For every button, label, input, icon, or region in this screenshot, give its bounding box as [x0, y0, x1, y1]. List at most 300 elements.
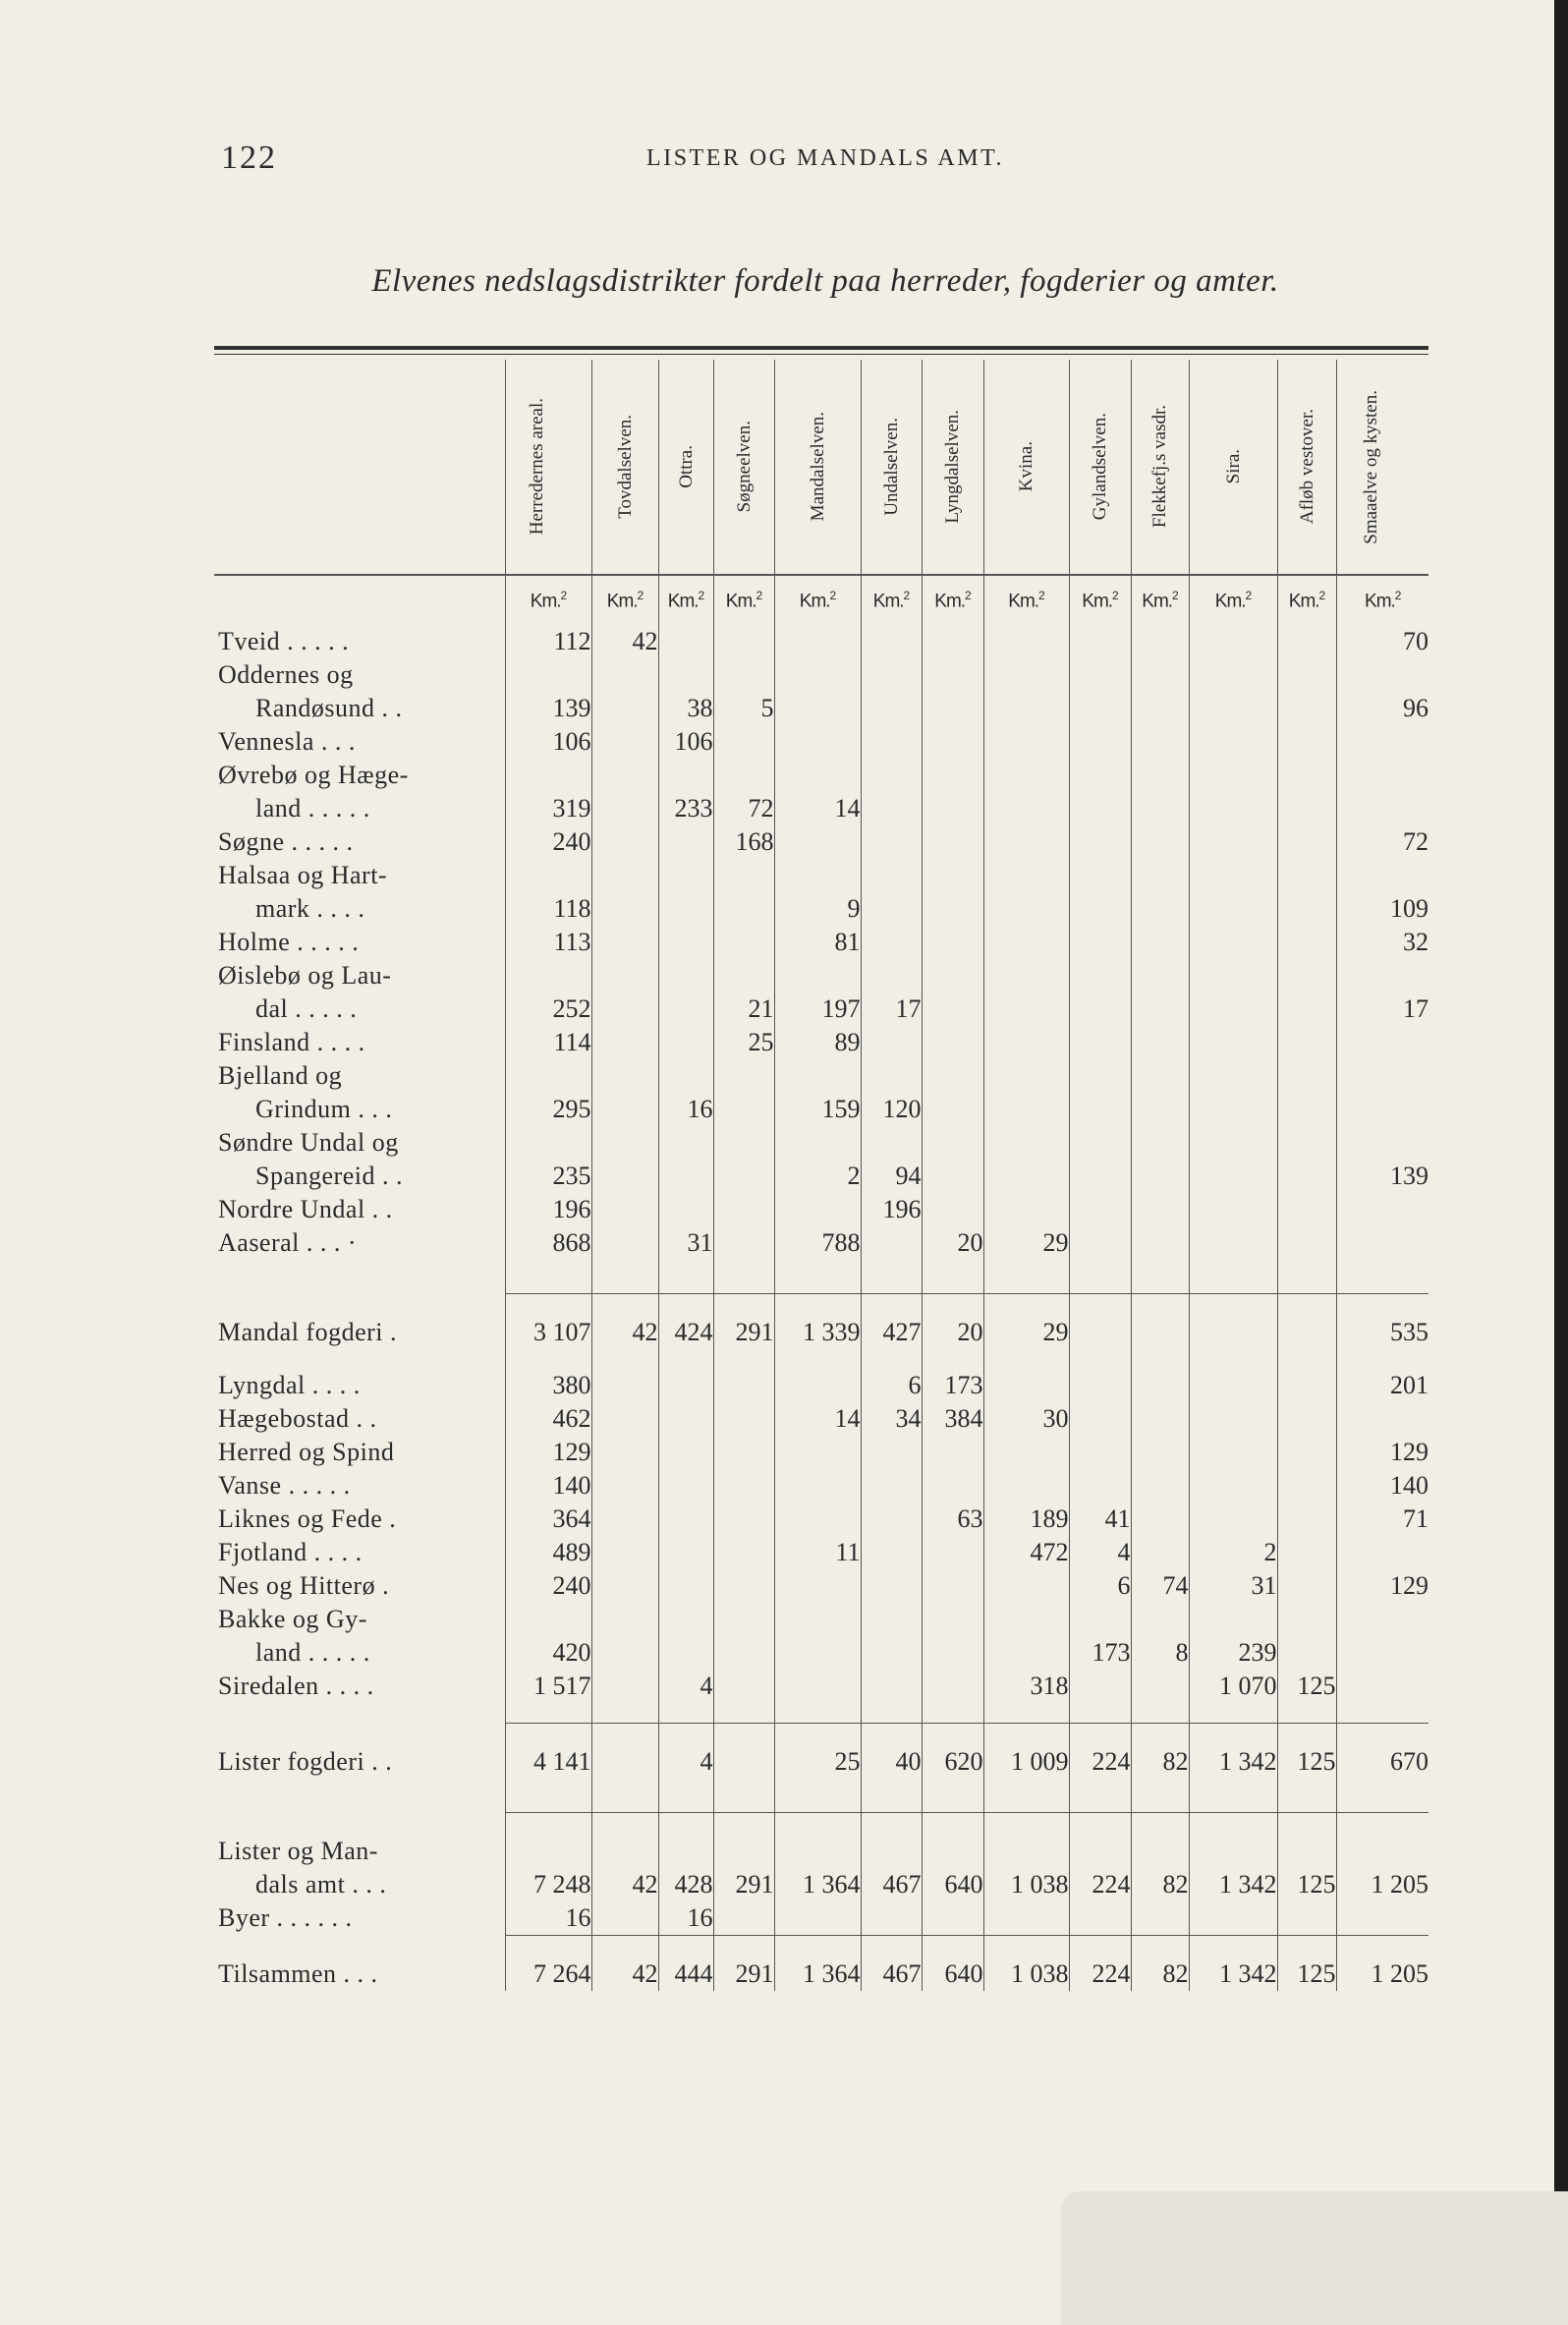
district-name-line: Søgne . . . . . [218, 827, 354, 856]
district-name [214, 1436, 505, 1469]
value-cell: 1 364 [774, 1935, 861, 1991]
value-cell [922, 625, 983, 658]
spacer-cell [1189, 1349, 1277, 1369]
value-cell [861, 1569, 922, 1603]
value-cell [1131, 1503, 1189, 1536]
spacer-cell [861, 1703, 922, 1724]
district-name [214, 1670, 505, 1703]
value-cell [591, 658, 658, 725]
value-cell [713, 725, 774, 759]
district-name-line: Søndre Undal og [218, 1128, 399, 1157]
value-cell: 16 [505, 1901, 591, 1936]
spacer-cell [713, 1703, 774, 1724]
spacer-cell [922, 1703, 983, 1724]
district-name [214, 1226, 505, 1260]
value-cell [1277, 1369, 1336, 1402]
value-cell [861, 1536, 922, 1569]
spacer-cell [1336, 1349, 1428, 1369]
spacer-cell [774, 1703, 861, 1724]
value-cell: 1 342 [1189, 1724, 1277, 1780]
value-cell [1069, 1369, 1131, 1402]
value-cell [983, 1059, 1069, 1126]
table-row [214, 1569, 1428, 1603]
value-cell [922, 725, 983, 759]
spacer-cell [214, 1779, 505, 1813]
spacer-cell [774, 1349, 861, 1369]
value-cell [591, 1536, 658, 1569]
value-cell [658, 1536, 713, 1569]
value-cell [774, 725, 861, 759]
value-cell: 420 [505, 1603, 591, 1670]
spacer-cell [658, 1779, 713, 1813]
value-cell [1277, 1026, 1336, 1059]
spacer-cell [505, 1779, 591, 1813]
value-cell: 8 [1131, 1603, 1189, 1670]
value-cell: 9 [774, 859, 861, 926]
value-cell [983, 959, 1069, 1026]
value-cell [922, 1193, 983, 1226]
value-cell [1189, 625, 1277, 658]
value-cell [1189, 959, 1277, 1026]
value-cell [774, 1603, 861, 1670]
district-name [214, 1935, 505, 1991]
value-cell [591, 1901, 658, 1936]
unit-cell: Km.$^2$ [505, 575, 591, 625]
unit-cell: Km.$^2$ [1277, 575, 1336, 625]
table-row [214, 625, 1428, 658]
value-cell [983, 1469, 1069, 1503]
value-cell [713, 1724, 774, 1780]
unit-cell: Km.$^2$ [1336, 575, 1428, 625]
value-cell: 63 [922, 1503, 983, 1536]
district-name [214, 1369, 505, 1402]
value-cell: 5 [713, 658, 774, 725]
value-cell [658, 1026, 713, 1059]
value-cell [983, 1126, 1069, 1193]
value-cell [713, 625, 774, 658]
value-cell [922, 1603, 983, 1670]
district-name [214, 825, 505, 859]
value-cell: 197 [774, 959, 861, 1026]
value-cell [1131, 1294, 1189, 1350]
value-cell: 173 [1069, 1603, 1131, 1670]
value-cell [983, 658, 1069, 725]
value-cell: 112 [505, 625, 591, 658]
value-cell [1189, 1026, 1277, 1059]
value-cell [713, 1503, 774, 1536]
value-cell: 1 205 [1336, 1935, 1428, 1991]
spacer-cell [713, 1779, 774, 1813]
value-cell [1277, 1059, 1336, 1126]
value-cell [1131, 926, 1189, 959]
table-row [214, 759, 1428, 825]
district-name [214, 658, 505, 725]
district-name [214, 759, 505, 825]
value-cell: 14 [774, 759, 861, 825]
value-cell: 1 009 [983, 1724, 1069, 1780]
value-cell [713, 1126, 774, 1193]
value-cell [591, 926, 658, 959]
value-cell: 6 [861, 1369, 922, 1402]
value-cell [1336, 759, 1428, 825]
value-cell [983, 725, 1069, 759]
value-cell [591, 1126, 658, 1193]
district-name-line: Randøsund . . [255, 694, 403, 722]
value-cell [1131, 1536, 1189, 1569]
spacer-cell [922, 1260, 983, 1294]
spacer-cell [505, 1349, 591, 1369]
value-cell [1277, 859, 1336, 926]
value-cell [1336, 1193, 1428, 1226]
value-cell [1131, 625, 1189, 658]
table-row [214, 959, 1428, 1026]
spacer-row [214, 1260, 1428, 1294]
table-row [214, 1670, 1428, 1703]
district-name-line: Bjelland og [218, 1061, 343, 1090]
value-cell [1336, 1670, 1428, 1703]
value-cell [1069, 1026, 1131, 1059]
spacer-cell [1277, 1779, 1336, 1813]
unit-cell: Km.$^2$ [1131, 575, 1189, 625]
value-cell [591, 859, 658, 926]
spacer-cell [1336, 1260, 1428, 1294]
value-cell: 196 [861, 1193, 922, 1226]
district-name [214, 1294, 505, 1350]
district-name-line: Liknes og Fede . [218, 1504, 397, 1533]
value-cell [713, 1569, 774, 1603]
value-cell [658, 1603, 713, 1670]
district-name-line: mark . . . . [255, 894, 365, 923]
district-name [214, 1402, 505, 1436]
district-name [214, 1126, 505, 1193]
value-cell: 38 [658, 658, 713, 725]
spacer-cell [922, 1349, 983, 1369]
value-cell [983, 859, 1069, 926]
district-name-line: Tveid . . . . . [218, 627, 350, 655]
value-cell [1131, 658, 1189, 725]
district-name-line: Holme . . . . . [218, 928, 360, 956]
value-cell [1277, 1603, 1336, 1670]
value-cell [1069, 1901, 1131, 1936]
top-rule-thin [214, 354, 1428, 355]
value-cell [1277, 1294, 1336, 1350]
value-cell [983, 1193, 1069, 1226]
value-cell: 120 [861, 1059, 922, 1126]
unit-cell: Km.$^2$ [591, 575, 658, 625]
spacer-cell [1277, 1260, 1336, 1294]
value-cell: 6 [1069, 1569, 1131, 1603]
district-name [214, 625, 505, 658]
spacer-cell [1277, 1703, 1336, 1724]
value-cell [1277, 1469, 1336, 1503]
value-cell: 106 [505, 725, 591, 759]
col-header-lyngdalselven: Lyngdalselven. [922, 360, 983, 575]
table-row [214, 1901, 1428, 1936]
spacer-cell [591, 1779, 658, 1813]
value-cell: 1 038 [983, 1935, 1069, 1991]
value-cell [591, 1402, 658, 1436]
table-row [214, 1503, 1428, 1536]
value-cell: 139 [505, 658, 591, 725]
value-cell: 32 [1336, 926, 1428, 959]
value-cell [1277, 1402, 1336, 1436]
spacer-cell [1069, 1260, 1131, 1294]
spacer-cell [1189, 1703, 1277, 1724]
spacer-cell [1131, 1260, 1189, 1294]
unit-cell: Km.$^2$ [774, 575, 861, 625]
value-cell: 4 [1069, 1536, 1131, 1569]
statistics-table [214, 360, 1428, 1991]
value-cell [983, 759, 1069, 825]
spacer-row [214, 1703, 1428, 1724]
value-cell: 129 [505, 1436, 591, 1469]
district-name-line: Grindum . . . [255, 1095, 393, 1123]
table-row [214, 926, 1428, 959]
value-cell [1189, 825, 1277, 859]
value-cell: 291 [713, 1294, 774, 1350]
value-cell: 640 [922, 1813, 983, 1901]
value-cell [1189, 759, 1277, 825]
value-cell [983, 1026, 1069, 1059]
value-cell [1189, 658, 1277, 725]
table-body [214, 625, 1428, 1991]
page-edge [1554, 0, 1568, 2325]
value-cell: 444 [658, 1935, 713, 1991]
value-cell: 1 364 [774, 1813, 861, 1901]
table-row [214, 1436, 1428, 1469]
value-cell [1069, 825, 1131, 859]
value-cell: 16 [658, 1059, 713, 1126]
value-cell [658, 1436, 713, 1469]
running-head: LISTER OG MANDALS AMT. [646, 145, 1004, 171]
value-cell: 30 [983, 1402, 1069, 1436]
value-cell [774, 1503, 861, 1536]
value-cell [591, 1569, 658, 1603]
value-cell [1277, 926, 1336, 959]
value-cell [983, 1569, 1069, 1603]
value-cell [658, 1193, 713, 1226]
district-name-line: Oddernes og [218, 660, 354, 689]
spacer-cell [1069, 1703, 1131, 1724]
value-cell [591, 1026, 658, 1059]
spacer-cell [505, 1260, 591, 1294]
district-name-line: land . . . . . [255, 794, 370, 822]
table-row [214, 859, 1428, 926]
value-cell [1069, 1059, 1131, 1126]
value-cell: 40 [861, 1724, 922, 1780]
value-cell: 319 [505, 759, 591, 825]
district-name [214, 1469, 505, 1503]
value-cell [713, 1901, 774, 1936]
value-cell: 467 [861, 1813, 922, 1901]
value-cell [1069, 959, 1131, 1026]
value-cell [922, 926, 983, 959]
value-cell [861, 1901, 922, 1936]
value-cell: 670 [1336, 1724, 1428, 1780]
value-cell [774, 1670, 861, 1703]
unit-cell: Km.$^2$ [922, 575, 983, 625]
value-cell: 125 [1277, 1813, 1336, 1901]
value-cell [983, 1436, 1069, 1469]
unit-cell: Km.$^2$ [713, 575, 774, 625]
value-cell [591, 1469, 658, 1503]
district-name-line: Hægebostad . . [218, 1404, 377, 1433]
value-cell [922, 1126, 983, 1193]
value-cell [713, 1226, 774, 1260]
value-cell: 125 [1277, 1724, 1336, 1780]
value-cell: 72 [713, 759, 774, 825]
value-cell [861, 1436, 922, 1469]
value-cell [591, 759, 658, 825]
district-name [214, 1536, 505, 1569]
unit-cell: Km.$^2$ [1189, 575, 1277, 625]
col-header-sogneelven: Søgneelven. [713, 360, 774, 575]
value-cell: 42 [591, 625, 658, 658]
column-header-row [214, 360, 1428, 575]
value-cell [591, 1603, 658, 1670]
district-name [214, 959, 505, 1026]
district-name-line: Siredalen . . . . [218, 1672, 374, 1700]
value-cell [1131, 759, 1189, 825]
district-name [214, 1813, 505, 1901]
value-cell: 168 [713, 825, 774, 859]
value-cell: 252 [505, 959, 591, 1026]
value-cell [713, 1369, 774, 1402]
value-cell [861, 1026, 922, 1059]
value-cell: 25 [774, 1724, 861, 1780]
value-cell [1189, 1226, 1277, 1260]
value-cell: 788 [774, 1226, 861, 1260]
value-cell [1069, 1226, 1131, 1260]
value-cell [658, 859, 713, 926]
spacer-cell [1189, 1260, 1277, 1294]
value-cell [658, 959, 713, 1026]
district-name [214, 725, 505, 759]
value-cell: 140 [505, 1469, 591, 1503]
value-cell: 295 [505, 1059, 591, 1126]
value-cell: 384 [922, 1402, 983, 1436]
value-cell [922, 1569, 983, 1603]
value-cell [591, 1193, 658, 1226]
table-row [214, 725, 1428, 759]
value-cell [922, 1469, 983, 1503]
spacer-cell [774, 1779, 861, 1813]
value-cell [861, 926, 922, 959]
value-cell: 139 [1336, 1126, 1428, 1193]
value-cell: 173 [922, 1369, 983, 1402]
spacer-cell [214, 1260, 505, 1294]
table-row [214, 1059, 1428, 1126]
value-cell [1131, 1469, 1189, 1503]
value-cell: 620 [922, 1724, 983, 1780]
value-cell: 196 [505, 1193, 591, 1226]
value-cell [713, 926, 774, 959]
value-cell [591, 959, 658, 1026]
value-cell [1069, 1670, 1131, 1703]
value-cell [1069, 1294, 1131, 1350]
district-name [214, 1603, 505, 1670]
value-cell [1189, 1369, 1277, 1402]
value-cell: 1 342 [1189, 1813, 1277, 1901]
spacer-cell [983, 1703, 1069, 1724]
value-cell: 224 [1069, 1724, 1131, 1780]
value-cell: 240 [505, 1569, 591, 1603]
spacer-cell [1277, 1349, 1336, 1369]
table-row [214, 658, 1428, 725]
spacer-cell [983, 1349, 1069, 1369]
district-name-line: Byer . . . . . . [218, 1903, 353, 1932]
value-cell: 235 [505, 1126, 591, 1193]
value-cell [1069, 1469, 1131, 1503]
district-name-line: Lyngdal . . . . [218, 1371, 361, 1399]
value-cell [1189, 1503, 1277, 1536]
value-cell: 21 [713, 959, 774, 1026]
value-cell [1069, 926, 1131, 959]
value-cell [1277, 1569, 1336, 1603]
table-row [214, 1226, 1428, 1260]
value-cell: 424 [658, 1294, 713, 1350]
spacer-cell [1336, 1703, 1428, 1724]
value-cell: 82 [1131, 1724, 1189, 1780]
value-cell: 239 [1189, 1603, 1277, 1670]
value-cell: 380 [505, 1369, 591, 1402]
value-cell: 82 [1131, 1935, 1189, 1991]
table-row [214, 1126, 1428, 1193]
value-cell [922, 1026, 983, 1059]
table-row [214, 1536, 1428, 1569]
value-cell [774, 1901, 861, 1936]
value-cell: 96 [1336, 658, 1428, 725]
value-cell [774, 625, 861, 658]
value-cell [983, 1369, 1069, 1402]
value-cell: 34 [861, 1402, 922, 1436]
value-cell [658, 926, 713, 959]
col-header-aflob: Afløb vestover. [1277, 360, 1336, 575]
value-cell [861, 859, 922, 926]
value-cell: 70 [1336, 625, 1428, 658]
value-cell [713, 1059, 774, 1126]
value-cell [658, 1369, 713, 1402]
value-cell: 17 [1336, 959, 1428, 1026]
table-row [214, 1469, 1428, 1503]
spacer-cell [983, 1779, 1069, 1813]
value-cell [922, 859, 983, 926]
value-cell [1131, 1402, 1189, 1436]
value-cell: 94 [861, 1126, 922, 1193]
value-cell [1189, 1294, 1277, 1350]
value-cell [591, 1724, 658, 1780]
district-name-line: dal . . . . . [255, 994, 358, 1023]
value-cell: 472 [983, 1536, 1069, 1569]
value-cell [1336, 1026, 1428, 1059]
spacer-cell [983, 1260, 1069, 1294]
district-name [214, 1503, 505, 1536]
value-cell [861, 725, 922, 759]
value-cell [1189, 1402, 1277, 1436]
spacer-cell [861, 1779, 922, 1813]
district-name-line: Lister og Man- [218, 1836, 378, 1865]
value-cell [774, 658, 861, 725]
value-cell: 31 [1189, 1569, 1277, 1603]
value-cell [1277, 1901, 1336, 1936]
district-name-line: Nordre Undal . . [218, 1195, 393, 1223]
value-cell [591, 1436, 658, 1469]
value-cell [861, 1670, 922, 1703]
value-cell [1189, 1436, 1277, 1469]
value-cell [713, 1436, 774, 1469]
district-name-line: Halsaa og Hart- [218, 861, 388, 889]
col-header-ottra: Ottra. [658, 360, 713, 575]
